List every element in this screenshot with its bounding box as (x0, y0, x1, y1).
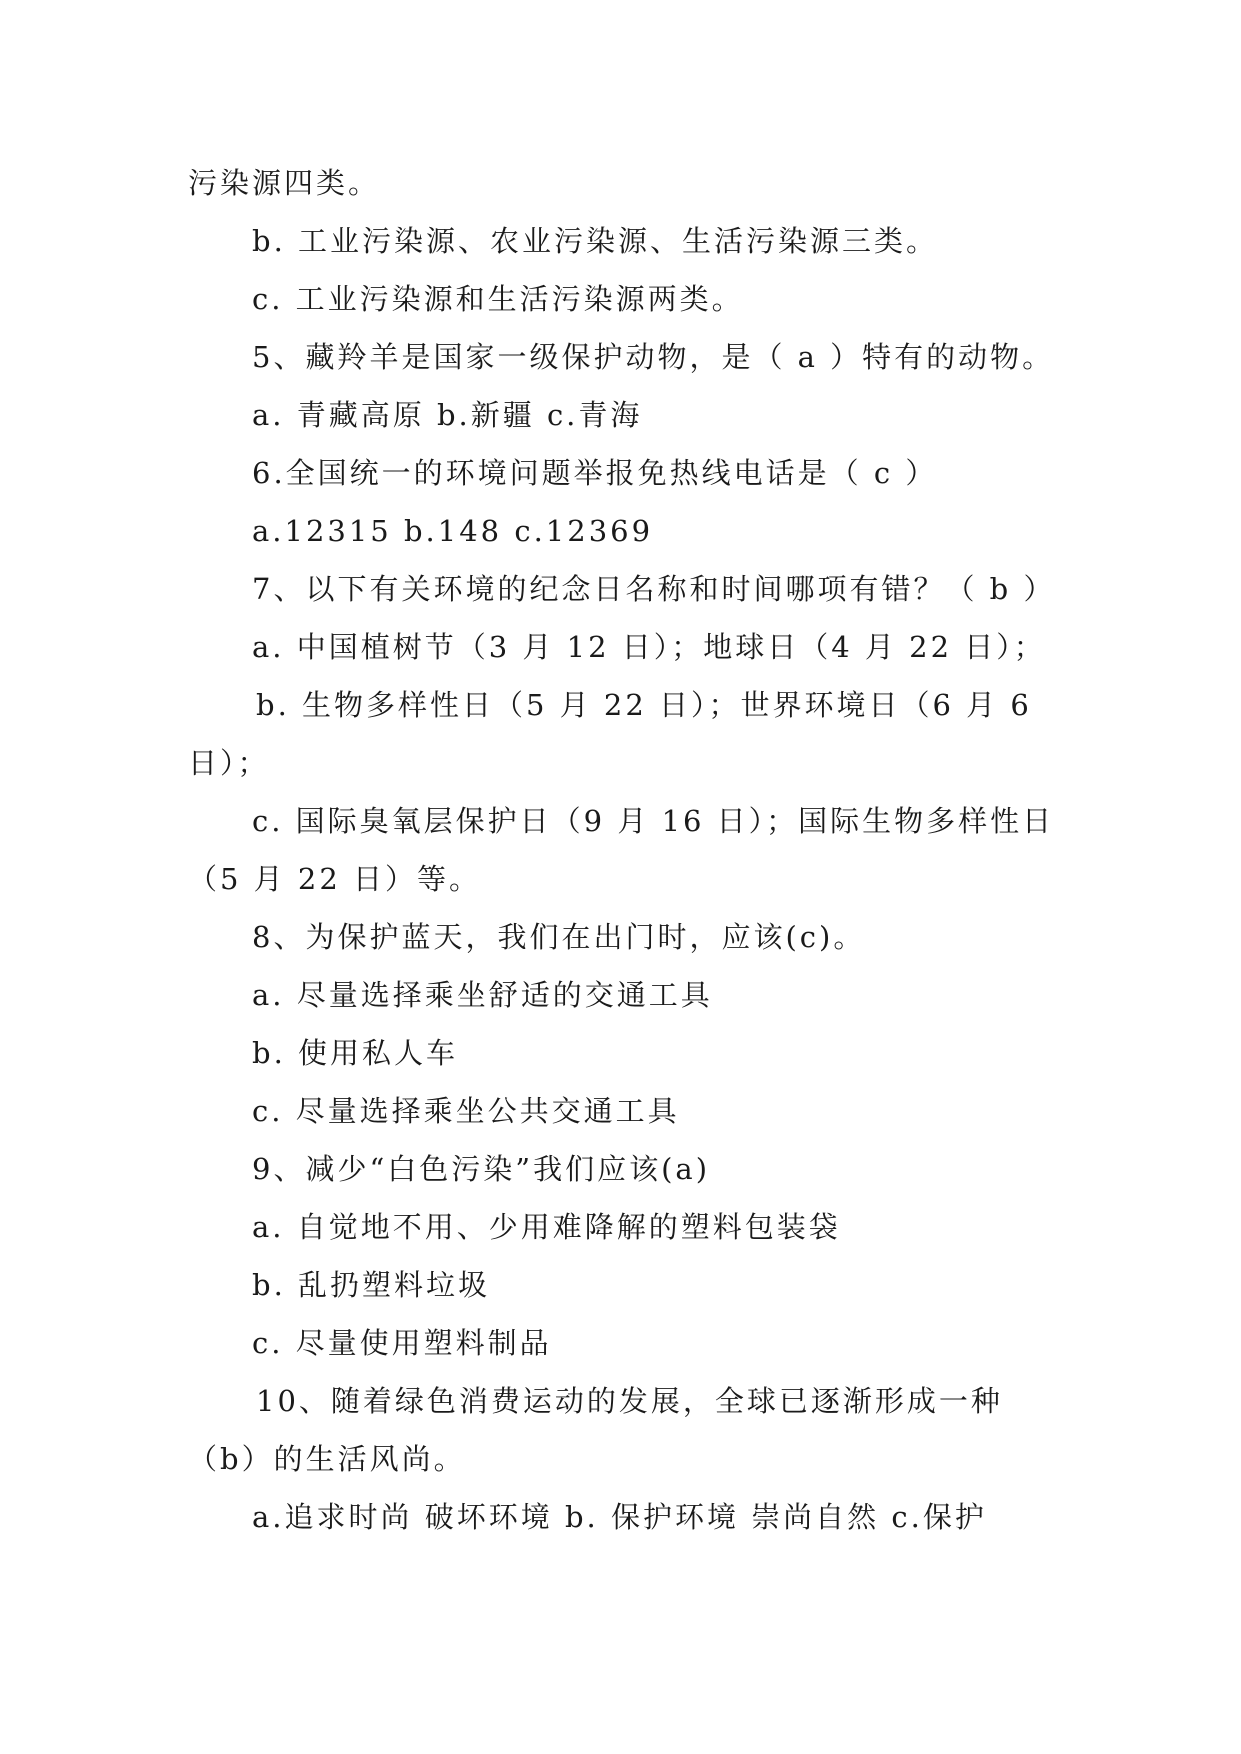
text-line: a.12315 b.148 c.12369 (252, 514, 654, 548)
text-line: b. 乱扔塑料垃圾 (252, 1268, 491, 1302)
text-line: a.追求时尚 破坏环境 b. 保护环境 崇尚自然 c.保护 (252, 1500, 987, 1534)
text-line: 6.全国统一的环境问题举报免热线电话是（ c ） (252, 456, 938, 490)
text-line: （b）的生活风尚。 (188, 1442, 466, 1476)
text-line: 5、藏羚羊是国家一级保护动物，是（ a ）特有的动物。 (252, 340, 1055, 374)
text-line: a. 中国植树节（3 月 12 日）；地球日（4 月 22 日）； (252, 630, 1046, 664)
text-line: （5 月 22 日）等。 (188, 862, 482, 896)
text-line: a. 尽量选择乘坐舒适的交通工具 (252, 978, 713, 1012)
text-line: b. 生物多样性日（5 月 22 日）；世界环境日（6 月 6 (256, 688, 1032, 722)
text-line: a. 自觉地不用、少用难降解的塑料包装袋 (252, 1210, 841, 1244)
text-line: a. 青藏高原 b.新疆 c.青海 (252, 398, 643, 432)
text-line: c. 尽量使用塑料制品 (252, 1326, 552, 1360)
text-line: 9、减少“白色污染”我们应该(a) (252, 1152, 711, 1186)
text-line: c. 国际臭氧层保护日（9 月 16 日）；国际生物多样性日 (252, 804, 1055, 838)
text-line: 7、以下有关环境的纪念日名称和时间哪项有错？（ b ） (252, 572, 1056, 606)
text-line: 10、随着绿色消费运动的发展，全球已逐渐形成一种 (256, 1384, 1003, 1418)
text-line: b. 工业污染源、农业污染源、生活污染源三类。 (252, 224, 939, 258)
text-line: c. 尽量选择乘坐公共交通工具 (252, 1094, 680, 1128)
text-line: 日）； (188, 746, 270, 780)
text-line: 8、为保护蓝天，我们在出门时，应该(c)。 (252, 920, 866, 954)
text-line: 污染源四类。 (188, 166, 381, 200)
text-line: b. 使用私人车 (252, 1036, 459, 1070)
text-line: c. 工业污染源和生活污染源两类。 (252, 282, 744, 316)
